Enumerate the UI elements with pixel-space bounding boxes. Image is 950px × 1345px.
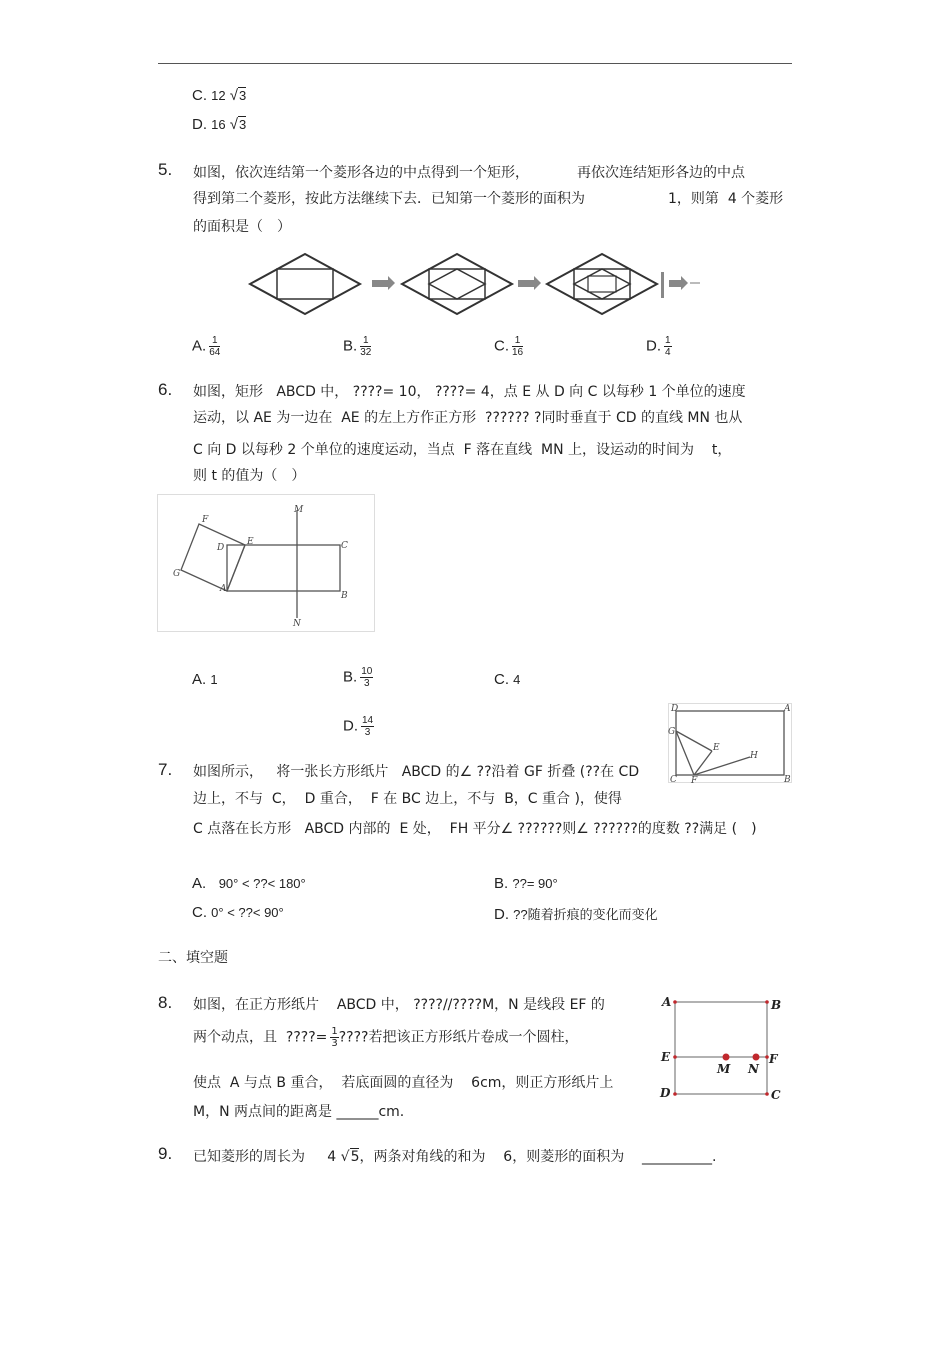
q7-figure xyxy=(668,703,793,783)
q5-line1: 如图，依次连结第一个菱形各边的中点得到一个矩形， xyxy=(193,165,529,181)
q6-option-a: A. 1 xyxy=(192,671,218,688)
arrow-icon xyxy=(669,280,681,287)
label-e: E xyxy=(247,537,254,547)
label-m: M xyxy=(294,505,304,515)
q7-option-b: B. ??= 90° xyxy=(494,875,558,892)
rhombus-2 xyxy=(402,254,512,314)
bar-icon xyxy=(661,272,664,298)
arrow-icon xyxy=(388,276,395,290)
label-d: D xyxy=(217,543,225,553)
q6-figure xyxy=(157,494,376,632)
q5-line2: 得到第二个菱形，按此方法继续下去．已知第一个菱形的面积为 xyxy=(193,191,585,207)
q6-option-c: C. 4 xyxy=(494,671,521,688)
q9-line: 已知菱形的周长为 4 √5，两条对角线的和为 6，则菱形的面积为 __________. xyxy=(193,1149,717,1165)
label-b: B xyxy=(341,591,348,601)
q5-line1b: 再依次连结矩形各边的中点 xyxy=(577,165,745,181)
label-g: G xyxy=(173,569,181,579)
q5-line3: 的面积是（ ） xyxy=(193,219,291,235)
question-number-6: 6. xyxy=(158,380,173,399)
q6-line4: 则 t 的值为（ ） xyxy=(193,468,306,484)
label-g: G xyxy=(668,727,676,737)
q7-option-c: C. 0° < ??< 90° xyxy=(192,904,284,921)
q5-option-c: C. $\frac{1}{16}$ xyxy=(494,335,524,358)
label-n: N xyxy=(748,1062,759,1076)
rhombus-2-inner xyxy=(429,269,485,299)
label-e: E xyxy=(661,1050,671,1064)
label-d: D xyxy=(671,704,679,714)
q8-line3: 使点 A 与点 B 重合， 若底面圆的直径为 6cm，则正方形纸片上 xyxy=(193,1075,614,1091)
label-f: F xyxy=(769,1052,778,1066)
label-n: N xyxy=(293,619,301,629)
label-d: D xyxy=(660,1086,671,1100)
q7-line1: 如图所示， 将一张长方形纸片 ABCD 的∠ ??沿着 GF 折叠 (??在 CD xyxy=(193,764,640,780)
label-e: E xyxy=(713,743,720,753)
point-n xyxy=(753,1054,760,1061)
arrow-icon xyxy=(518,280,534,287)
q8-line4: M，N 两点间的距离是 ______cm. xyxy=(193,1104,405,1120)
label-a: A xyxy=(662,995,672,1009)
point-m xyxy=(723,1054,730,1061)
question-number-7: 7. xyxy=(158,760,173,779)
q6-option-d: D. $\frac{14}{3}$ xyxy=(343,715,374,738)
section-title: 二、填空题 xyxy=(158,950,228,966)
label-b: B xyxy=(771,998,782,1012)
q7-option-a: A. 90° < ??< 180° xyxy=(192,875,306,892)
q5-line2b: 1，则第 4 个菱形 xyxy=(668,191,784,207)
arrow-icon xyxy=(534,276,541,290)
label-c: C xyxy=(341,541,348,551)
rect-2 xyxy=(429,269,485,299)
label-f: F xyxy=(691,776,698,783)
label-m: M xyxy=(717,1062,731,1076)
rectangle-abcd xyxy=(676,711,784,775)
q8-figure xyxy=(658,993,788,1105)
arrow-icon xyxy=(681,276,688,290)
rhombus-1 xyxy=(250,254,360,314)
option-d-prev: D. 16 √3 xyxy=(192,116,247,133)
label-a: A xyxy=(220,584,227,594)
rect-1 xyxy=(277,269,333,299)
square-abcd xyxy=(675,1002,767,1094)
rectangle-abcd xyxy=(227,545,340,591)
q6-option-b: B. $\frac{10}{3}$ xyxy=(343,666,373,689)
option-c-prev: C. 12 √3 xyxy=(192,87,247,104)
rhombus-3 xyxy=(547,254,657,314)
q7-line2: 边上，不与 C， D 重合， F 在 BC 边上，不与 B，C 重合 )，使得 xyxy=(193,791,622,807)
question-number-5: 5. xyxy=(158,160,173,179)
q8-line1: 如图，在正方形纸片 ABCD 中， ????//????M，N 是线段 EF 的 xyxy=(193,997,605,1013)
rhombus-3-inner xyxy=(574,269,630,299)
square-aefg xyxy=(181,524,245,591)
q7-option-d: D. ??随着折痕的变化而变化 xyxy=(494,906,658,923)
q6-line3: C 向 D 以每秒 2 个单位的速度运动，当点 F 落在直线 MN 上，设运动的时间为 t， xyxy=(193,442,732,458)
label-c: C xyxy=(771,1088,781,1102)
question-number-9: 9. xyxy=(158,1144,173,1163)
rect-3-inner xyxy=(588,276,616,292)
label-b: B xyxy=(784,775,791,783)
label-c: C xyxy=(670,775,677,783)
label-h: H xyxy=(750,751,758,761)
q5-option-a: A. $\frac{1}{64}$ xyxy=(192,335,221,358)
label-a: A xyxy=(784,704,791,714)
label-f: F xyxy=(202,515,209,525)
q5-option-d: D. $\frac{1}{4}$ xyxy=(646,335,671,358)
top-rule xyxy=(158,63,792,64)
q5-option-b: B. $\frac{1}{32}$ xyxy=(343,335,372,358)
q6-line1: 如图，矩形 ABCD 中， ????= 10， ????= 4，点 E 从 D 向 C 以每秒 1 个单位的速度 xyxy=(193,384,746,400)
q7-line3: C 点落在长方形 ABCD 内部的 E 处， FH 平分∠ ??????则∠ ??????的度数 ??满足 ( ) xyxy=(193,821,757,837)
arrow-icon xyxy=(372,280,388,287)
q6-line2: 运动，以 AE 为一边在 AE 的左上方作正方形 ?????? ?同时垂直于 CD 的直线 MN 也从 xyxy=(193,410,743,426)
question-number-8: 8. xyxy=(158,993,173,1012)
q5-rhombus-figure xyxy=(245,250,715,318)
rect-3 xyxy=(574,269,630,299)
q8-line2: 两个动点，且 ????= $\frac{1}{3}$ ????若把该正方形纸片卷成一个圆柱， xyxy=(193,1026,579,1049)
